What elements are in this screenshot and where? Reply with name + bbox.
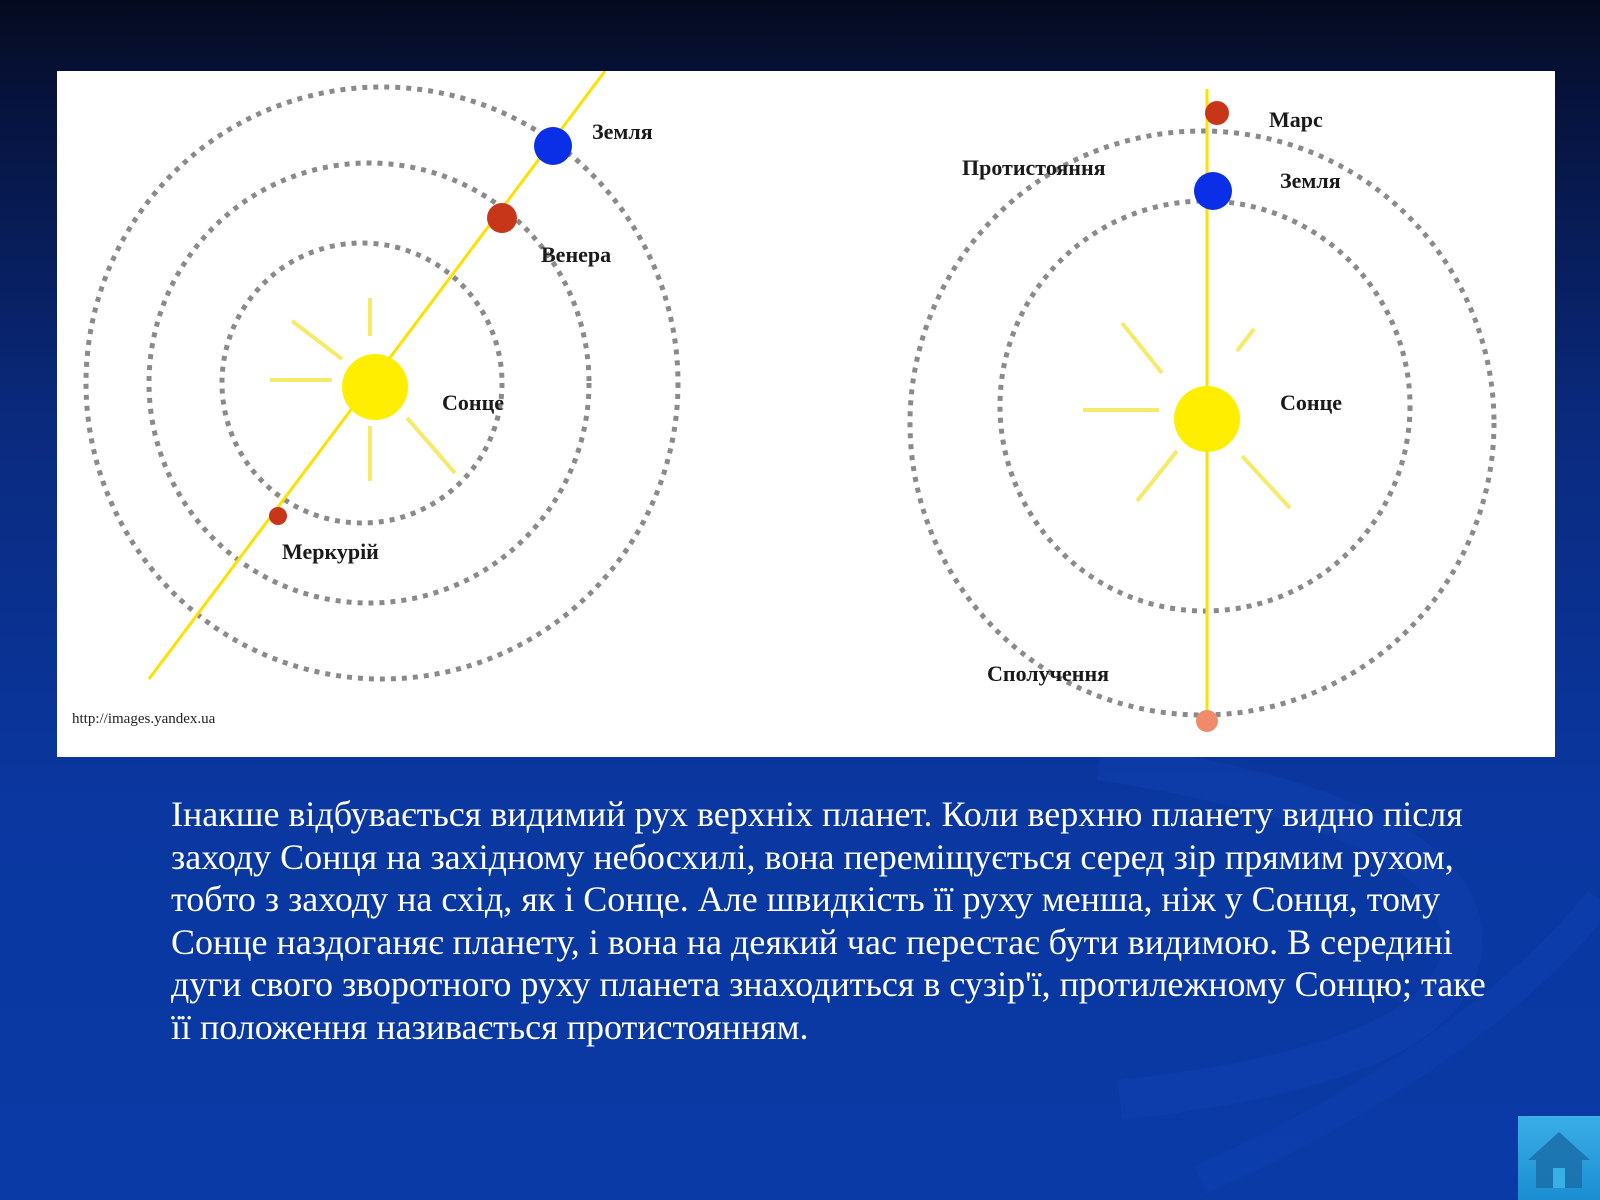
label-sun-left: Сонце (442, 390, 505, 415)
right-earth (1194, 172, 1232, 210)
label-opposition: Протистояння (962, 155, 1106, 180)
left-diagram (72, 71, 678, 727)
right-mars-conjunction (1196, 710, 1218, 732)
right-sun (1174, 386, 1240, 452)
label-conjunction: Сполучення (987, 661, 1110, 686)
orbit-diagrams (57, 71, 1555, 757)
left-earth (534, 127, 572, 165)
label-earth-left: Земля (592, 119, 653, 144)
left-mercury (269, 507, 287, 525)
label-mercury: Меркурій (282, 539, 379, 564)
source-credit: http://images.yandex.ua (72, 711, 216, 727)
home-icon (1526, 1128, 1592, 1190)
explanation-paragraph: Інакше відбувається видимий рух верхніх планет. Коли верхню планету видно після заходу Сонця на західному небосхилі, вона переміщується серед зір прямим рухом, тобто з заходу на схід, як і Сонце. Але швидкість її руху менша, ніж у Сонця, тому Сонце наздоганяє планету, і вона на деякий час перестає бути видимою. В середині дуги свого зворотного руху планета знаходиться в сузір'ї, протилежному Сонцю; таке її положення називається протистоянням. (171, 794, 1486, 1047)
right-diagram (910, 89, 1494, 732)
home-button[interactable] (1518, 1116, 1600, 1200)
label-earth-right: Земля (1280, 168, 1341, 193)
label-mars: Марс (1269, 107, 1323, 132)
right-mars (1205, 101, 1229, 125)
label-venus: Венера (541, 242, 612, 267)
left-venus (487, 203, 517, 233)
label-sun-right: Сонце (1280, 390, 1343, 415)
left-sun (342, 354, 408, 420)
orbit-diagram-panel (57, 71, 1555, 757)
